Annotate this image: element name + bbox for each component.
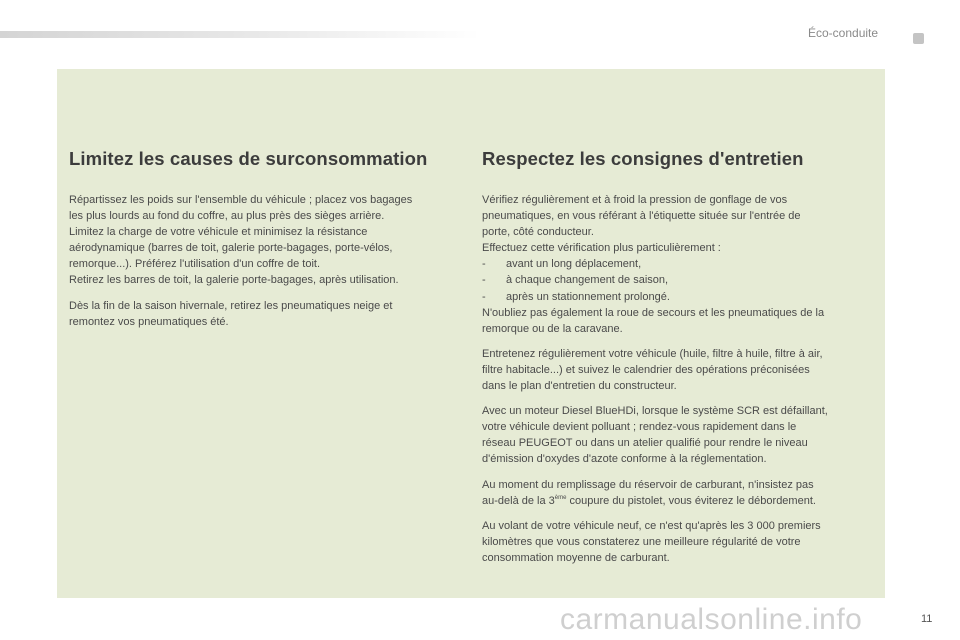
right-title: Respectez les consignes d'entretien xyxy=(482,148,804,169)
left-column xyxy=(69,148,469,339)
right-paragraph-4: Au moment du remplissage du réservoir de carburant, n'insistez pas au-delà de la 3ème coupure du pistolet, vous éviterez le débordement. xyxy=(482,478,816,507)
right-paragraph-2: Entretenez régulièrement votre véhicule (huile, filtre à huile, filtre à air, filtre habitacle...) et suivez le calendrier des opérations préconisées dans le plan d'entretien du constructeur. xyxy=(482,347,823,393)
bullet-item: - avant un long déplacement, xyxy=(482,256,882,272)
watermark: carmanualsonline.info xyxy=(560,603,863,636)
left-paragraph-2: Dès la fin de la saison hivernale, retirez les pneumatiques neige et remontez vos pneumatiques été. xyxy=(69,299,393,328)
left-paragraph-1: Répartissez les poids sur l'ensemble du véhicule ; placez vos bagages les plus lourds au fond du coffre, au plus près des sièges arrière. Limitez la charge de votre véhicule et minimisez la résistance aérodynamique (barres de toit, galerie porte-bagages, porte-vélos, remorque...). Préférez l'utilisation d'un coffre de toit. Retirez les barres de toit, la galerie porte-bagages, après utilisation. xyxy=(69,194,413,287)
section-label: Éco-conduite xyxy=(808,26,879,40)
bullet-item: - à chaque changement de saison, xyxy=(482,272,882,288)
right-paragraph-5: Au volant de votre véhicule neuf, ce n'est qu'après les 3 000 premiers kilomètres que vous constaterez une meilleure régularité de votre consommation moyenne de carburant. xyxy=(482,519,821,564)
bullet-item: - après un stationnement prolongé. xyxy=(482,289,882,305)
right-paragraph-3: Avec un moteur Diesel BlueHDi, lorsque le système SCR est défaillant, votre véhicule devient polluant ; rendez-vous rapidement dans le réseau PEUGEOT ou dans un atelier qualifié pour rendre le niveau d'émission d'oxydes d'azote conforme à la réglementation. xyxy=(482,405,828,466)
ordinal-superscript: ème xyxy=(554,494,567,501)
page-number: 11 xyxy=(921,613,933,625)
bullet-dash: - xyxy=(482,274,486,287)
bullet-dash: - xyxy=(482,290,486,303)
right-paragraph-1: Vérifiez régulièrement et à froid la pression de gonflage de vos pneumatiques, en vous référant à l'étiquette située sur l'entrée de porte, côté conducteur. Effectuez cette vérification plus particulièrement : - avant un long déplacement, - à chaque changement de saison, - après un stationnement prolongé. N'oubliez pas également la roue de secours et les pneumatiques de la remorque ou de la caravane. xyxy=(482,192,882,337)
left-title: Limitez les causes de surconsommation xyxy=(69,148,428,169)
right-column xyxy=(482,148,882,575)
header-gradient-bar xyxy=(0,31,480,38)
corner-marker xyxy=(913,33,924,44)
bullet-dash: - xyxy=(482,258,486,271)
